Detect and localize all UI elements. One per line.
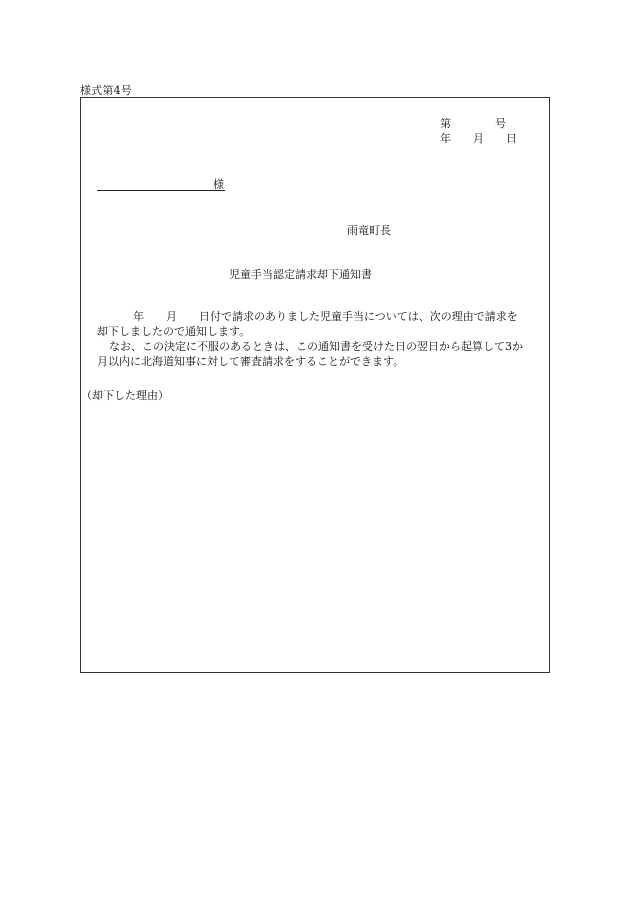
issuer-name: 雨竜町長 — [347, 224, 391, 237]
reference-date: 年 月 日 — [440, 132, 517, 145]
reason-blank-area — [85, 406, 545, 666]
body-line: 年 月 日付で請求のありました児童手当については、次の理由で請求を — [133, 310, 518, 323]
form-number: 様式第4号 — [80, 84, 132, 97]
recipient-honorific: 様 — [213, 178, 224, 191]
reason-label: （却下した理由） — [81, 389, 169, 402]
body-line: 月以内に北海道知事に対して審査請求をすることができます。 — [97, 355, 405, 368]
body-line: なお、この決定に不服のあるときは、この通知書を受けた日の翌日から起算して3か — [109, 340, 523, 353]
notice-frame — [80, 97, 550, 673]
recipient-name-line — [97, 189, 225, 191]
notice-body — [85, 309, 551, 369]
document-title: 児童手当認定請求却下通知書 — [229, 268, 372, 281]
body-line: 却下しましたので通知します。 — [97, 325, 251, 338]
reference-number: 第 号 — [440, 117, 506, 130]
